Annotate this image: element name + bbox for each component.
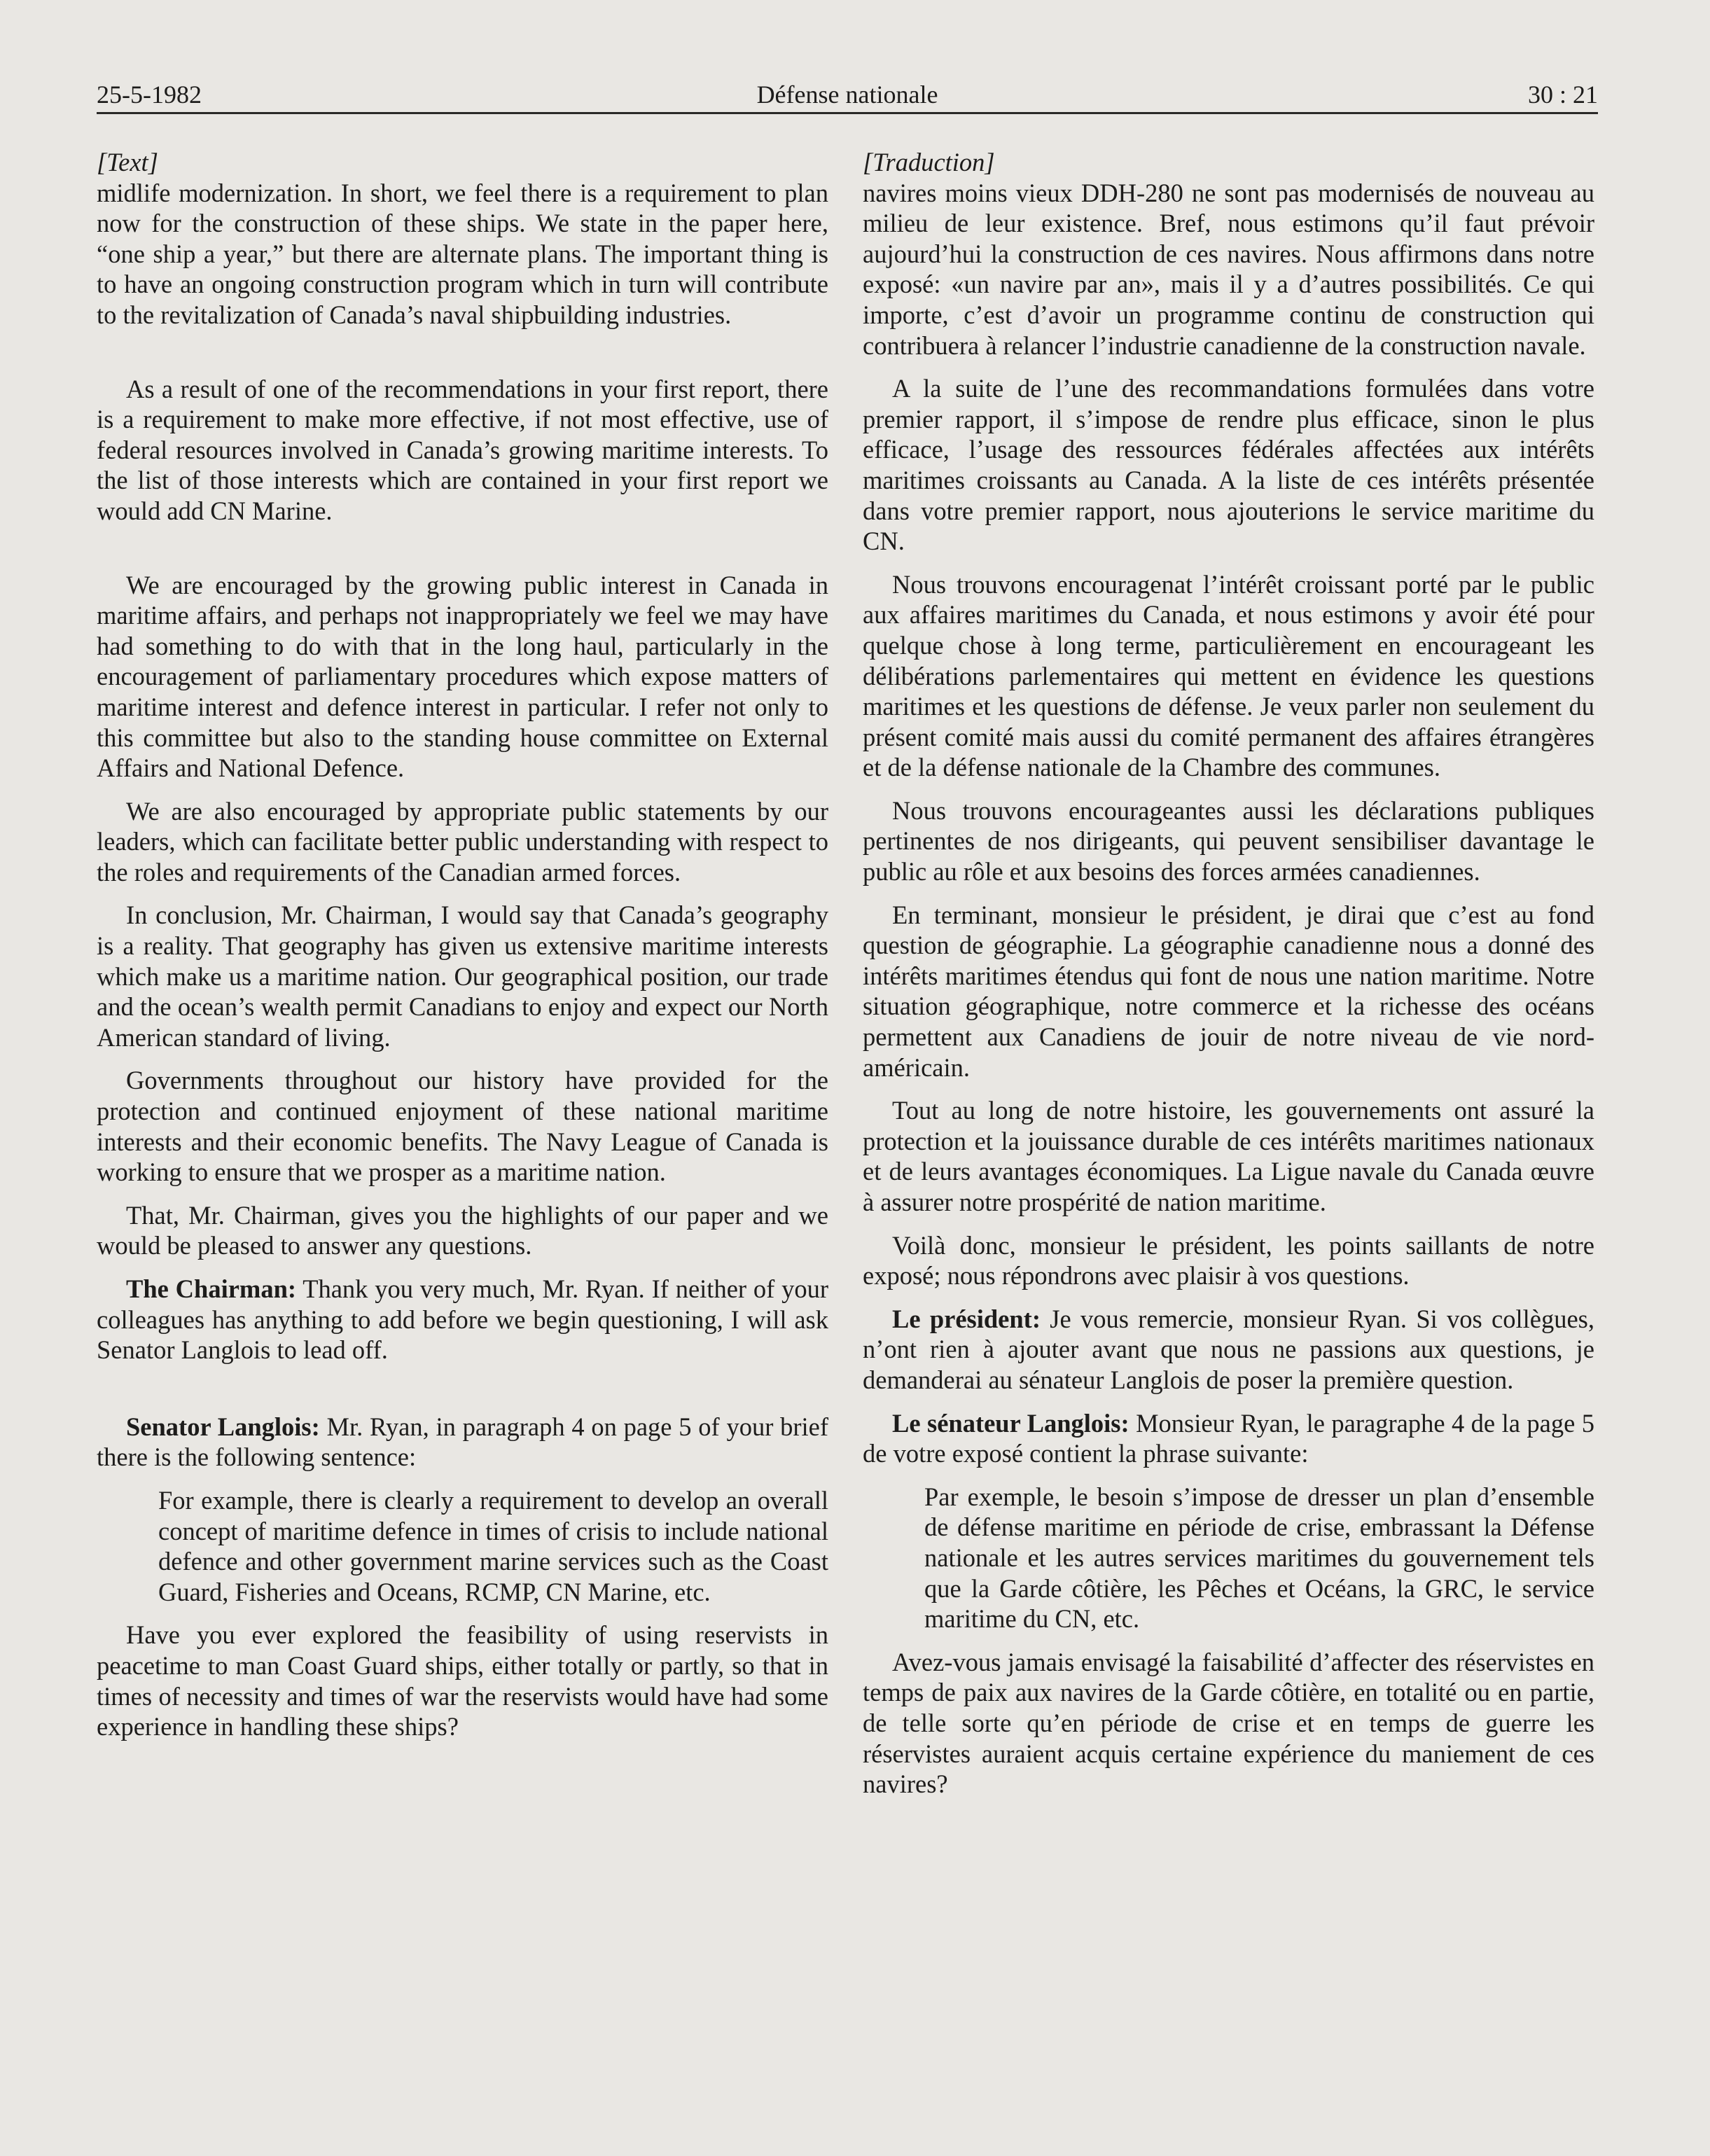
paragraph: Voilà donc, monsieur le président, les points saillants de notre exposé; nous répondrons avec plaisir à vos questions. [863, 1230, 1594, 1291]
language-label: [Traduction] [863, 148, 995, 176]
speaker-paragraph [863, 1304, 1594, 1396]
paragraph: Nous trouvons encouragenat l’intérêt croissant porté par le public aux affaires maritimes du Canada, et nous estimons y avoir été pour quelque chose à long terme, particulièrement en encourageant les délibérations parlementaires qui mettent en évidence les questions maritimes et les questions de défense. Je veux parler non seulement du présent comité mais aussi du comité permanent des affaires étrangères et de la défense nationale de la Chambre des communes. [863, 569, 1594, 782]
speaker-text: Monsieur Ryan, le paragraphe 4 de la page 5 de votre exposé contient la phrase suivante: [863, 1408, 1594, 1468]
speaker-text: Je vous remercie, monsieur Ryan. Si vos collègues, n’ont rien à ajouter avant que nous ne passions aux questions, je demanderai au sénateur Langlois de poser la première question. [863, 1304, 1594, 1394]
header-date: 25-5-1982 [97, 81, 202, 109]
paragraph: A la suite de l’une des recommandations formulées dans votre premier rapport, il s’impose de rendre plus efficace, sinon le plus efficace, l’usage des ressources fédérales affectées aux intérêts maritimes croissants au Canada. A la liste de ces intérêts présentée dans votre premier rapport, nous ajouterions le service maritime du CN. [863, 374, 1594, 556]
paragraph: Governments throughout our history have provided for the protection and continued enjoyment of these national maritime interests and their economic benefits. The Navy League of Canada is working to ensure that we prosper as a maritime nation. [97, 1066, 828, 1187]
paragraph: Avez-vous jamais envisagé la faisabilité d’affecter des réservistes en temps de paix aux navires de la Garde côtière, en totalité ou en partie, de telle sorte qu’en période de crise et en temps de guerre les réservistes auraient acquis certaine expérience du maniement de ces navires? [863, 1647, 1594, 1799]
paragraph: Tout au long de notre histoire, les gouvernements ont assuré la protection et la jouissance durable de ces intérêts maritimes nationaux et de leurs avantages économiques. La Ligue navale du Canada œuvre à assurer notre prospérité de nation maritime. [863, 1096, 1594, 1216]
paragraph: Have you ever explored the feasibility of using reservists in peacetime to man Coast Guard ships, either totally or partly, so that in times of necessity and times of war the reservists would have had some experience in handling these ships? [97, 1620, 828, 1741]
paragraph: navires moins vieux DDH-280 ne sont pas modernisés de nouveau au milieu de leur existence. Bref, nous estimons qu’il faut prévoir aujourd’hui la construction de ces navires. Nous affirmons dans notre exposé: «un navire par an», mais il y a d’autres possibilités. Ce qui importe, c’est d’avoir un programme continu de construction qui contribuera à relancer l’industrie canadienne de la construction navale. [863, 178, 1594, 360]
paragraph: That, Mr. Chairman, gives you the highlights of our paper and we would be pleased to answer any questions. [97, 1200, 828, 1260]
speaker-paragraph [97, 1274, 828, 1365]
speaker-paragraph [863, 1408, 1594, 1469]
french-column [863, 147, 1594, 1800]
paragraph: We are encouraged by the growing public interest in Canada in maritime affairs, and perhaps not inappropriately we feel we may have had something to do with that in the long haul, particularly in the encouragement of parliamentary procedures which expose matters of maritime interest and defence interest in particular. I refer not only to this committee but also to the standing house committee on External Affairs and National Defence. [97, 570, 828, 783]
paragraph: En terminant, monsieur le président, je dirai que c’est au fond question de géographie. La géographie canadienne nous a donné des intérêts maritimes étendus qui font de nous une nation maritime. Notre situation géographique, notre commerce et la richesse des océans permettent aux Canadiens de jouir de notre niveau de vie nord-américain. [863, 900, 1594, 1082]
english-column [97, 147, 828, 1742]
paragraph: As a result of one of the recommendations in your first report, there is a requirement to make more effective, if not most effective, use of federal resources involved in Canada’s growing maritime interests. To the list of those interests which are contained in your first report we would add CN Marine. [97, 374, 828, 525]
header-page-number: 30 : 21 [1527, 81, 1598, 109]
header-title: Défense nationale [756, 81, 938, 109]
block-quote: For example, there is clearly a requirement to develop an overall concept of maritime defence in times of crisis to include national defence and other government marine services such as the Coast Guard, Fisheries and Oceans, RCMP, CN Marine, etc. [158, 1485, 828, 1606]
speaker-name: Le président: [892, 1304, 1041, 1333]
paragraph: In conclusion, Mr. Chairman, I would say that Canada’s geography is a reality. That geography has given us extensive maritime interests which make us a maritime nation. Our geographical position, our trade and the ocean’s wealth permit Canadians to enjoy and expect our North American standard of living. [97, 900, 828, 1052]
language-label: [Text] [97, 148, 158, 176]
block-quote: Par exemple, le besoin s’impose de dresser un plan d’ensemble de défense maritime en période de crise, embrassant la Défense nationale et les autres services maritimes du gouvernement tels que la Garde côtière, les Pêches et Océans, la GRC, le service maritime du CN, etc. [924, 1482, 1594, 1634]
paragraph: midlife modernization. In short, we feel there is a requirement to plan now for the construction of these ships. We state in the paper here, “one ship a year,” but there are alternate plans. The important thing is to have an ongoing construction program which in turn will contribute to the revitalization of Canada’s naval shipbuilding industries. [97, 178, 828, 329]
paragraph: We are also encouraged by appropriate public statements by our leaders, which can facilitate better public understanding with respect to the roles and requirements of the Canadian armed forces. [97, 796, 828, 886]
speaker-name: Le sénateur Langlois: [892, 1408, 1129, 1438]
running-header [97, 71, 1598, 114]
paragraph: Nous trouvons encourageantes aussi les déclarations publiques pertinentes de nos dirigeants, qui peuvent sensibiliser davantage le public au rôle et aux besoins des forces armées canadiennes. [863, 795, 1594, 886]
speaker-text: Mr. Ryan, in paragraph 4 on page 5 of your brief there is the following sentence: [97, 1412, 829, 1472]
speaker-text: Thank you very much, Mr. Ryan. If neither of your colleagues has anything to add before we begin questioning, I will ask Senator Langlois to lead off. [97, 1274, 828, 1365]
speaker-paragraph [97, 1412, 828, 1473]
speaker-name: Senator Langlois: [126, 1412, 320, 1441]
speaker-name: The Chairman: [126, 1274, 297, 1303]
